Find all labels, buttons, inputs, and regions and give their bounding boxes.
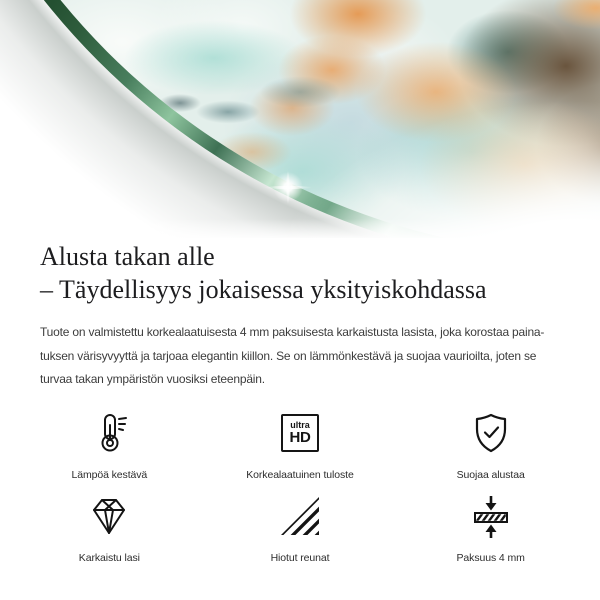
feature-label: Paksuus 4 mm	[456, 551, 525, 564]
sparkle-highlight	[262, 161, 314, 213]
product-description-section	[0, 238, 600, 392]
page-title	[40, 240, 560, 306]
feature-print-quality	[205, 410, 396, 481]
ultra-hd-icon	[281, 410, 319, 456]
product-description	[40, 321, 560, 392]
product-photo	[0, 0, 600, 238]
diamond-icon	[85, 493, 133, 539]
page-title-line-1: Alusta takan alle	[40, 242, 215, 271]
polished-edge-icon	[277, 493, 323, 539]
feature-grid	[14, 410, 586, 564]
page-title-line-2: – Täydellisyys jokaisessa yksityiskohdassa	[40, 275, 487, 304]
feature-label: Suojaa alustaa	[456, 468, 525, 481]
shield-check-icon	[468, 410, 514, 456]
ultra-hd-text-bottom: HD	[289, 428, 311, 446]
feature-thickness	[395, 493, 586, 564]
thickness-icon	[468, 493, 514, 539]
feature-tempered-glass	[14, 493, 205, 564]
feature-heat-resistant	[14, 410, 205, 481]
feature-label: Hiotut reunat	[270, 551, 330, 564]
feature-label: Lämpöä kestävä	[71, 468, 148, 481]
feature-label: Korkealaatuinen tuloste	[246, 468, 354, 481]
description-line: Tuote on valmistettu korkealaatuisesta 4 mm paksuisesta karkaistusta lasista, joka korostaa paina-	[40, 325, 545, 339]
thermometer-icon	[86, 410, 132, 456]
description-line: turvaa takan ympäristön vuosiksi eteenpäin.	[40, 372, 265, 386]
feature-protects-base	[395, 410, 586, 481]
feature-label: Karkaistu lasi	[78, 551, 140, 564]
feature-polished-edges	[205, 493, 396, 564]
ultra-hd-text-top: ultra	[290, 419, 310, 430]
description-line: tuksen värisyvyyttä ja tarjoaa elegantin kiillon. Se on lämmönkestävä ja suojaa vaurioilta, joten se	[40, 348, 537, 363]
ultra-hd-badge	[281, 414, 319, 452]
